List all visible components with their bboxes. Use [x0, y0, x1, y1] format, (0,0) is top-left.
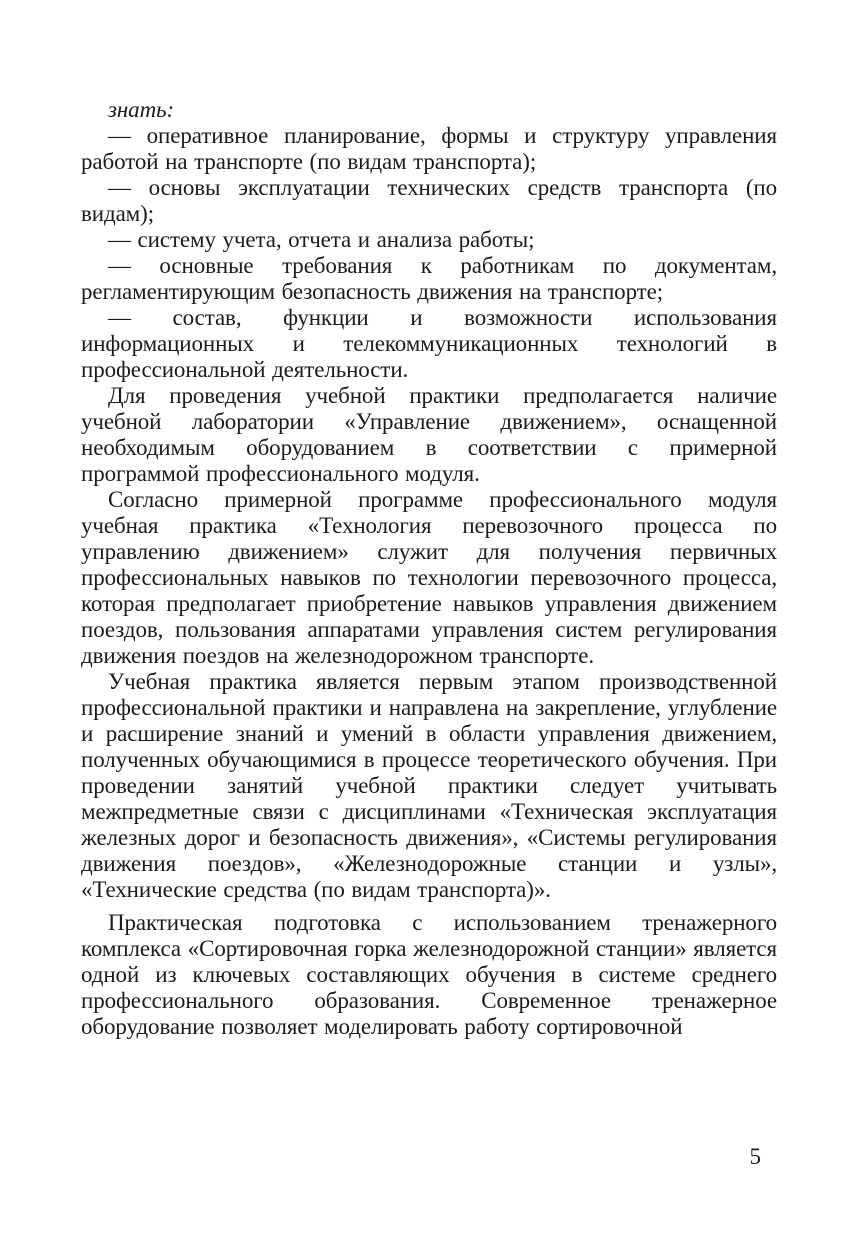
page-text-block	[81, 97, 777, 1040]
list-item: — оперативное планирование, формы и структуру управления работой на транспорте (по видам транспорта);	[81, 123, 777, 174]
paragraph: Учебная практика является первым этапом производственной профессиональной практики и направлена на закрепление, углубление и расширение знаний и умений в области управления движением, полученных обучающимися в процессе теоретического обучения. При проведении занятий учебной практики следует учитывать межпредметные связи с дисциплинами «Техническая эксплуатация железных дорог и безопасность движения», «Системы регулирования движения поездов», «Железнодорожные станции и узлы», «Технические средства (по видам транспорта)».	[81, 669, 777, 902]
list-intro-label: знать:	[108, 97, 175, 122]
paragraph: Для проведения учебной практики предполагается наличие учебной лаборатории «Управление движением», оснащенной необходимым оборудованием в соответствии с примерной программой профессионального модуля.	[81, 383, 777, 486]
list-item: — состав, функции и возможности использования информационных и телекоммуникационных технологий в профессиональной деятельности.	[81, 305, 777, 382]
paragraph: Практическая подготовка с использованием тренажерного комплекса «Сортировочная горка железнодорожной станции» является одной из ключевых составляющих обучения в системе среднего профессионального образования. Современное тренажерное оборудование позволяет моделировать работу сортировочной	[81, 910, 777, 1039]
list-item: — основы эксплуатации технических средств транспорта (по видам);	[81, 175, 777, 226]
page-number: 5	[749, 1144, 761, 1169]
list-item: — систему учета, отчета и анализа работы;	[108, 227, 535, 252]
list-item: — основные требования к работникам по документам, регламентирующим безопасность движения на транспорте;	[81, 253, 777, 304]
paragraph: Согласно примерной программе профессионального модуля учебная практика «Технология перевозочного процесса по управлению движением» служит для получения первичных профессиональных навыков по технологии перевозочного процесса, которая предполагает приобретение навыков управления движением поездов, пользования аппаратами управления систем регулирования движения поездов на железнодорожном транспорте.	[81, 487, 777, 668]
